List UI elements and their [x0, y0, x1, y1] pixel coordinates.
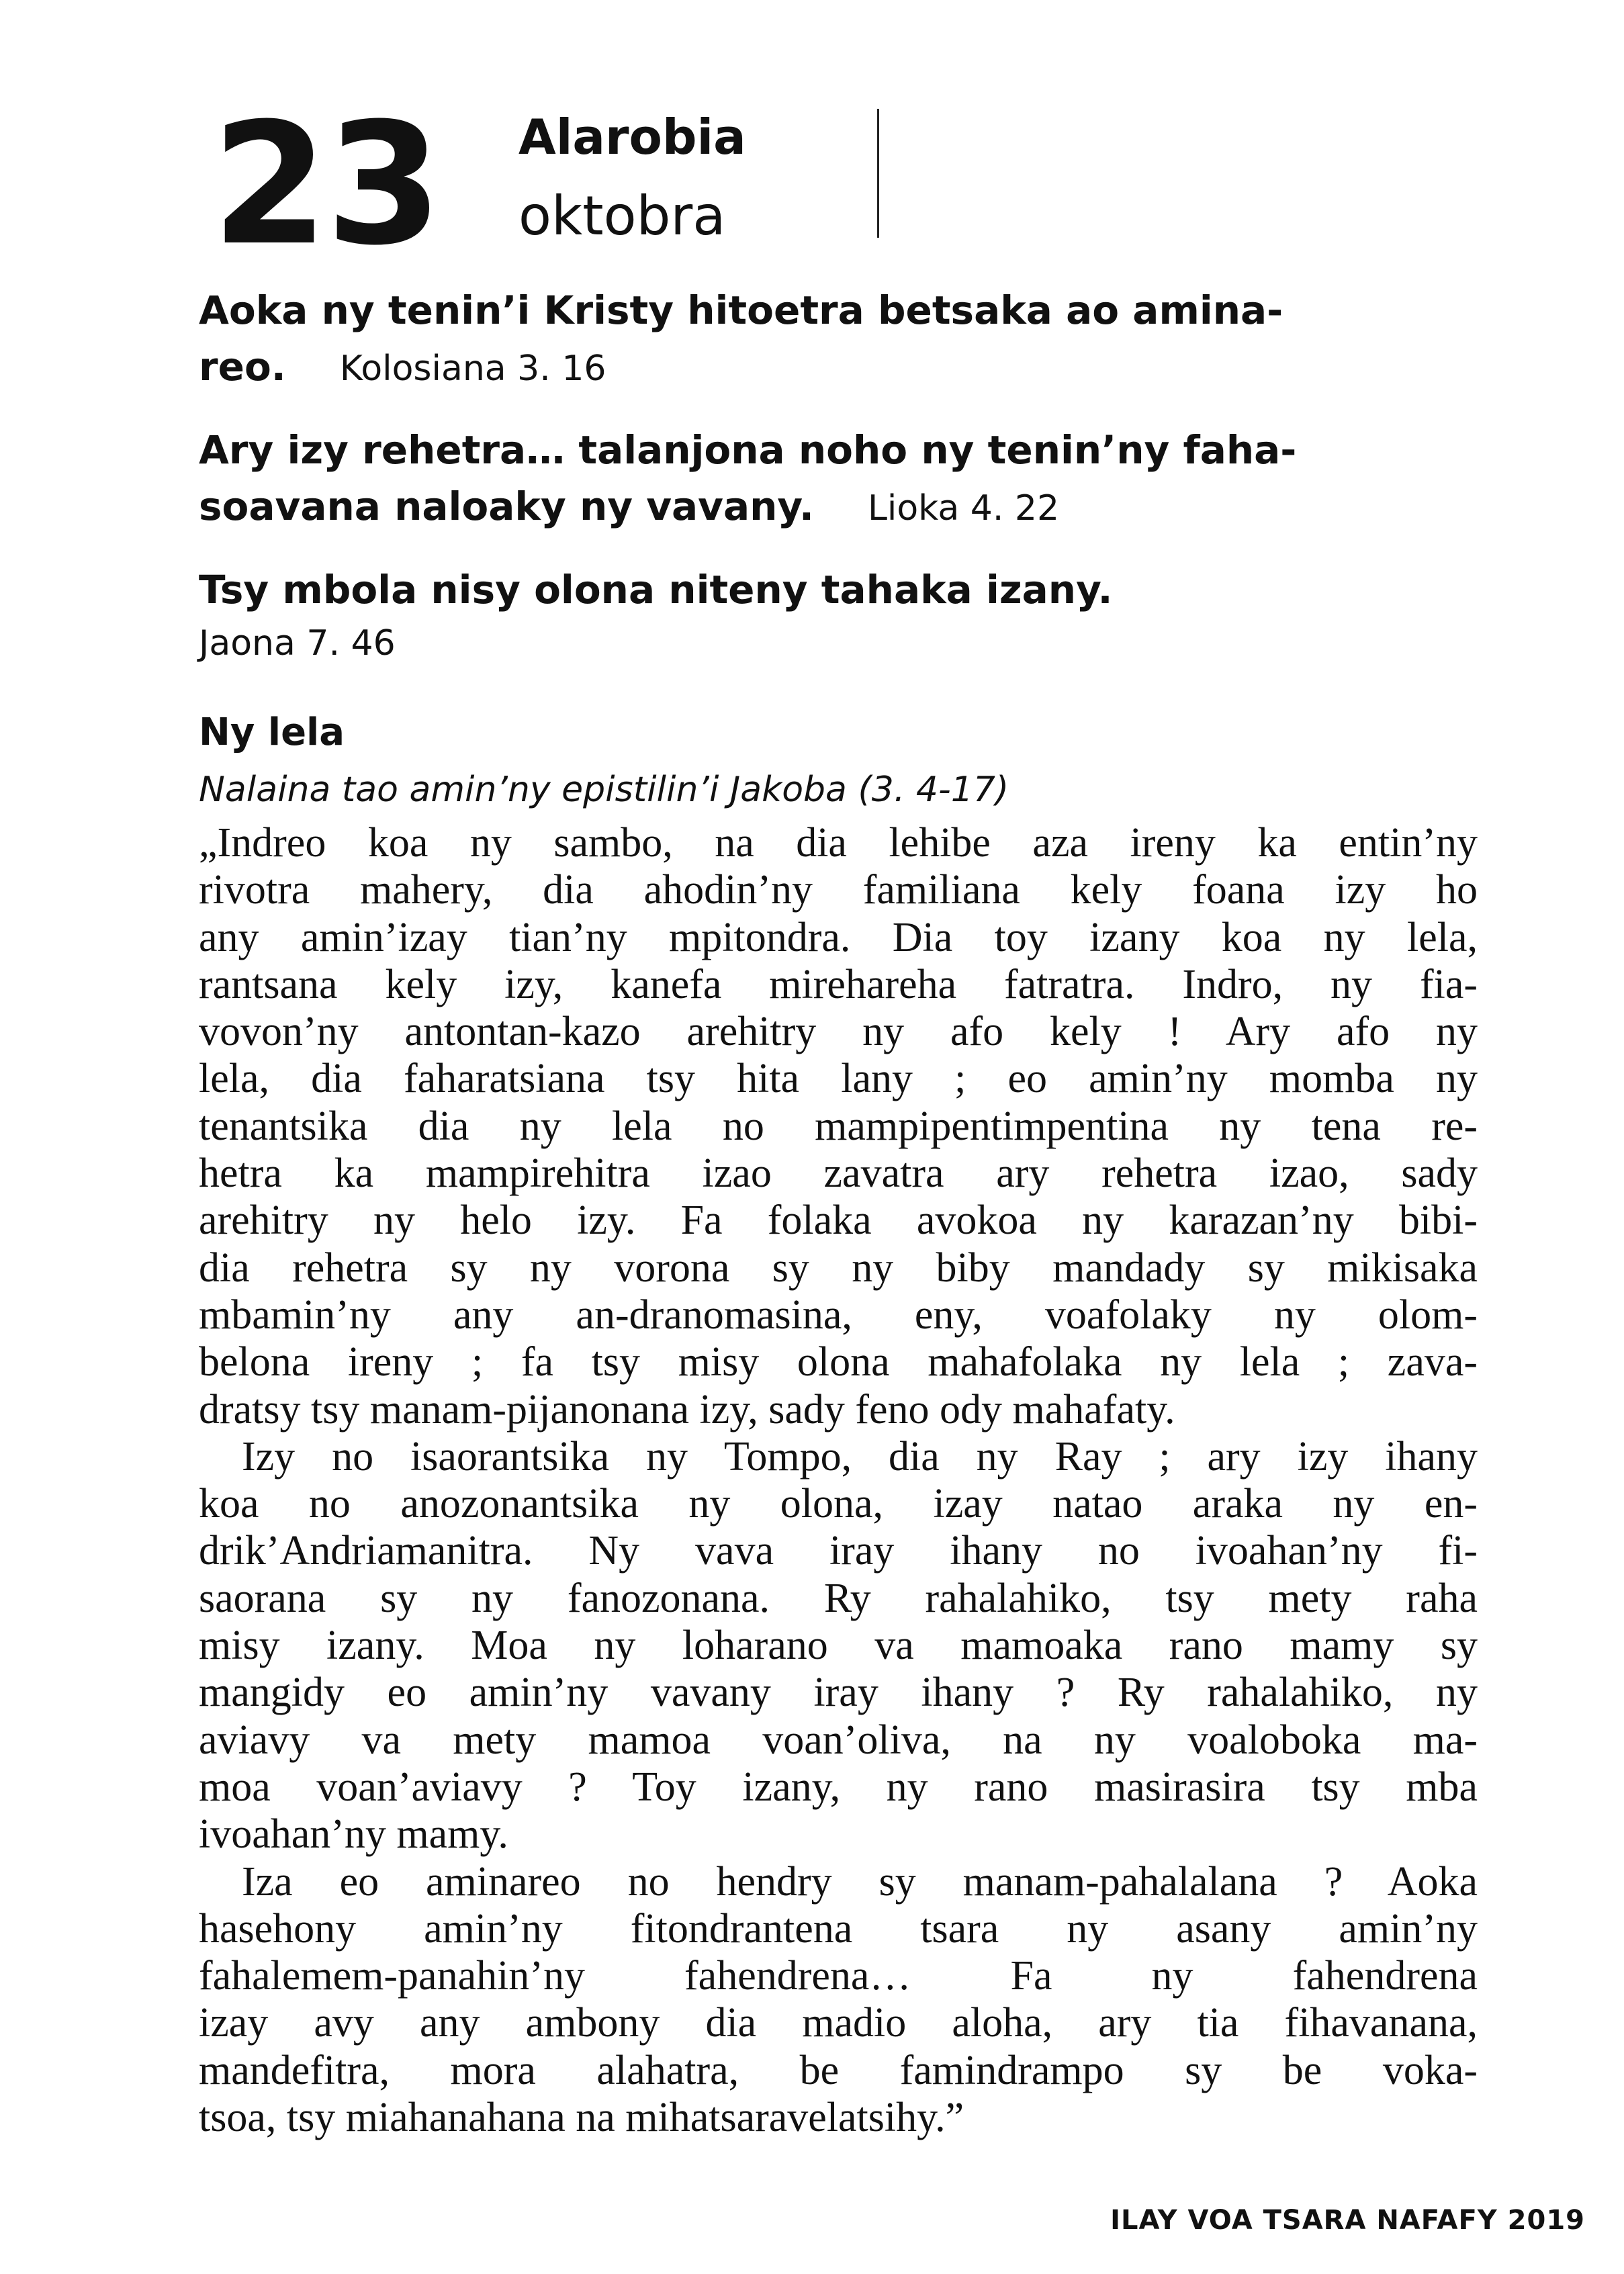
body-line: tenantsika dia ny lela no mampipentimpentina ny tena re- — [199, 1103, 1478, 1149]
footer-publication: ILAY VOA TSARA NAFAFY 2019 — [1110, 2205, 1585, 2236]
body-line: lela, dia faharatsiana tsy hita lany ; eo amin’ny momba ny — [199, 1056, 1478, 1102]
body-line: drik’Andriamanitra. Ny vava iray ihany no ivoahan’ny fi- — [199, 1528, 1478, 1574]
verse-1-line-1: Aoka ny tenin’i Kristy hitoetra betsaka ao amina- — [199, 287, 1283, 333]
verse-3 — [199, 561, 1475, 669]
day-number: 23 — [212, 87, 440, 282]
body-line: izay avy any ambony dia madio aloha, ary tia fihavanana, — [199, 2000, 1478, 2046]
verse-2-reference: Lioka 4. 22 — [867, 488, 1060, 529]
verse-1 — [199, 282, 1475, 397]
body-line: mandefitra, mora alahatra, be famindrampo sy be voka- — [199, 2047, 1478, 2093]
section-subtitle-text: Nalaina tao amin’ny epistilin’i Jakoba — [199, 770, 847, 810]
body-line: hasehony amin’ny fitondrantena tsara ny asany amin’ny — [199, 1905, 1478, 1952]
verse-3-reference: Jaona 7. 46 — [199, 623, 396, 664]
body-line: belona ireny ; fa tsy misy olona mahafolaka ny lela ; zava- — [199, 1339, 1478, 1385]
body-line: Izy no isaorantsika ny Tompo, dia ny Ray ; ary izy ihany — [242, 1433, 1478, 1480]
weekday-label: Alarobia — [518, 109, 746, 165]
body-line: Iza eo aminareo no hendry sy manam-pahalalana ? Aoka — [242, 1858, 1478, 1905]
verse-3-line-1: Tsy mbola nisy olona niteny tahaka izany. — [199, 567, 1113, 612]
verse-2-line-2: soavana naloaky ny vavany. — [199, 484, 814, 529]
body-line: moa voan’aviavy ? Toy izany, ny rano masirasira tsy mba — [199, 1764, 1478, 1810]
body-line: vovon’ny antontan-kazo arehitry ny afo kely ! Ary afo ny — [199, 1009, 1478, 1055]
body-line: koa no anozonantsika ny olona, izay natao araka ny en- — [199, 1481, 1478, 1527]
verse-2-line-1: Ary izy rehetra… talanjona noho ny tenin’ny faha- — [199, 427, 1297, 473]
reading-body — [199, 819, 1478, 2141]
body-line: tsoa, tsy miahanahana na mihatsaravelatsihy.” — [199, 2095, 964, 2141]
body-line: dratsy tsy manam-pijanonana izy, sady feno ody mahafaty. — [199, 1386, 1175, 1432]
header-divider — [877, 109, 879, 238]
body-line: „Indreo koa ny sambo, na dia lehibe aza ireny ka entin’ny — [199, 820, 1478, 866]
section-subtitle — [199, 770, 1009, 810]
month-label: oktobra — [518, 185, 726, 247]
body-line: misy izany. Moa ny loharano va mamoaka rano mamy sy — [199, 1623, 1478, 1669]
body-line: mangidy eo amin’ny vavany iray ihany ? Ry rahalahiko, ny — [199, 1670, 1478, 1716]
body-line: rantsana kely izy, kanefa mirehareha fatratra. Indro, ny fia- — [199, 961, 1478, 1007]
body-line: hetra ka mampirehitra izao zavatra ary rehetra izao, sady — [199, 1150, 1478, 1197]
verse-2 — [199, 422, 1475, 537]
body-line: rivotra mahery, dia ahodin’ny familiana kely foana izy ho — [199, 867, 1478, 913]
body-line: fahalemem-panahin’ny fahendrena… Fa ny fahendrena — [199, 1953, 1478, 1999]
section-title: Ny lela — [199, 711, 345, 754]
body-line: arehitry ny helo izy. Fa folaka avokoa ny karazan’ny bibi- — [199, 1197, 1478, 1244]
body-line: any amin’izay tian’ny mpitondra. Dia toy izany koa ny lela, — [199, 914, 1478, 960]
body-line: mbamin’ny any an-dranomasina, eny, voafolaky ny olom- — [199, 1291, 1478, 1338]
body-line: dia rehetra sy ny vorona sy ny biby mandady sy mikisaka — [199, 1244, 1478, 1291]
body-line: ivoahan’ny mamy. — [199, 1811, 508, 1858]
verse-1-line-2: reo. — [199, 344, 286, 390]
body-line: saorana sy ny fanozonana. Ry rahalahiko, tsy mety raha — [199, 1575, 1478, 1621]
body-line: aviavy va mety mamoa voan’oliva, na ny voaloboka ma- — [199, 1717, 1478, 1763]
section-subtitle-reference: (3. 4-17) — [858, 770, 1009, 810]
verse-1-reference: Kolosiana 3. 16 — [339, 349, 606, 389]
